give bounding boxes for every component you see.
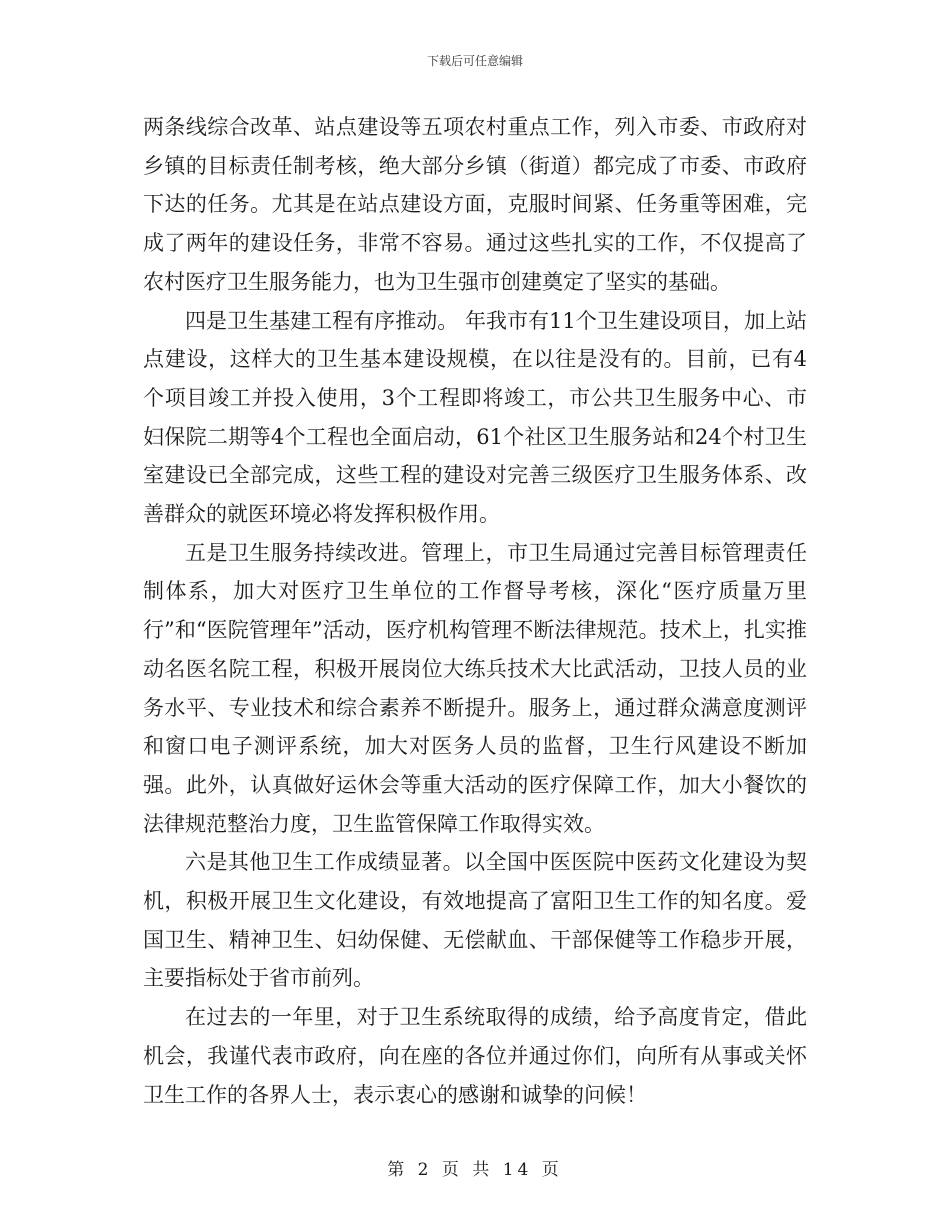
paragraph-closing: 在过去的一年里，对于卫生系统取得的成绩，给予高度肯定，借此机会，我谨代表市政府，向在座的各位并通过你们，向所有从事或关怀卫生工作的各界人士，表示衷心的感谢和诚挚的问候！ [143,1005,807,1107]
page-number-footer: 第 2 页 共 14 页 [387,1160,563,1180]
paragraph-continuation: 两条线综合改革、站点建设等五项农村重点工作，列入市委、市政府对乡镇的目标责任制考核，绝大部分乡镇（街道）都完成了市委、市政府下达的任务。尤其是在站点建设方面，克服时间紧、任务重等困难，完成了两年的建设任务，非常不容易。通过这些扎实的工作，不仅提高了农村医疗卫生服务能力，也为卫生强市创建奠定了坚实的基础。 [143,115,807,294]
paragraph-item-4: 四是卫生基建工程有序推动。 年我市有11个卫生建设项目，加上站点建设，这样大的卫生基本建设规模，在以往是没有的。目前，已有4个项目竣工并投入使用，3个工程即将竣工，市公共卫生服务中心、市妇保院二期等4个工程也全面启动，61个社区卫生服务站和24个村卫生室建设已全部完成，这些工程的建设对完善三级医疗卫生服务体系、改善群众的就医环境必将发挥积极作用。 [143,308,807,527]
page-header: 下载后可任意编辑 [426,54,523,68]
document-body [143,108,807,1114]
paragraph-item-6: 六是其他卫生工作成绩显著。以全国中医医院中医药文化建设为契机，积极开展卫生文化建设，有效地提高了富阳卫生工作的知名度。爱国卫生、精神卫生、妇幼保健、无偿献血、干部保健等工作稳步开展，主要指标处于省市前列。 [143,850,807,991]
paragraph-item-5: 五是卫生服务持续改进。管理上，市卫生局通过完善目标管理责任制体系，加大对医疗卫生单位的工作督导考核，深化“医疗质量万里行”和“医院管理年”活动，医疗机构管理不断法律规范。技术上，扎实推动名医名院工程，积极开展岗位大练兵技术大比武活动，卫技人员的业务水平、专业技术和综合素养不断提升。服务上，通过群众满意度测评和窗口电子测评系统，加大对医务人员的监督，卫生行风建设不断加强。此外，认真做好运休会等重大活动的医疗保障工作，加大小餐饮的法律规范整治力度，卫生监管保障工作取得实效。 [143,540,807,836]
